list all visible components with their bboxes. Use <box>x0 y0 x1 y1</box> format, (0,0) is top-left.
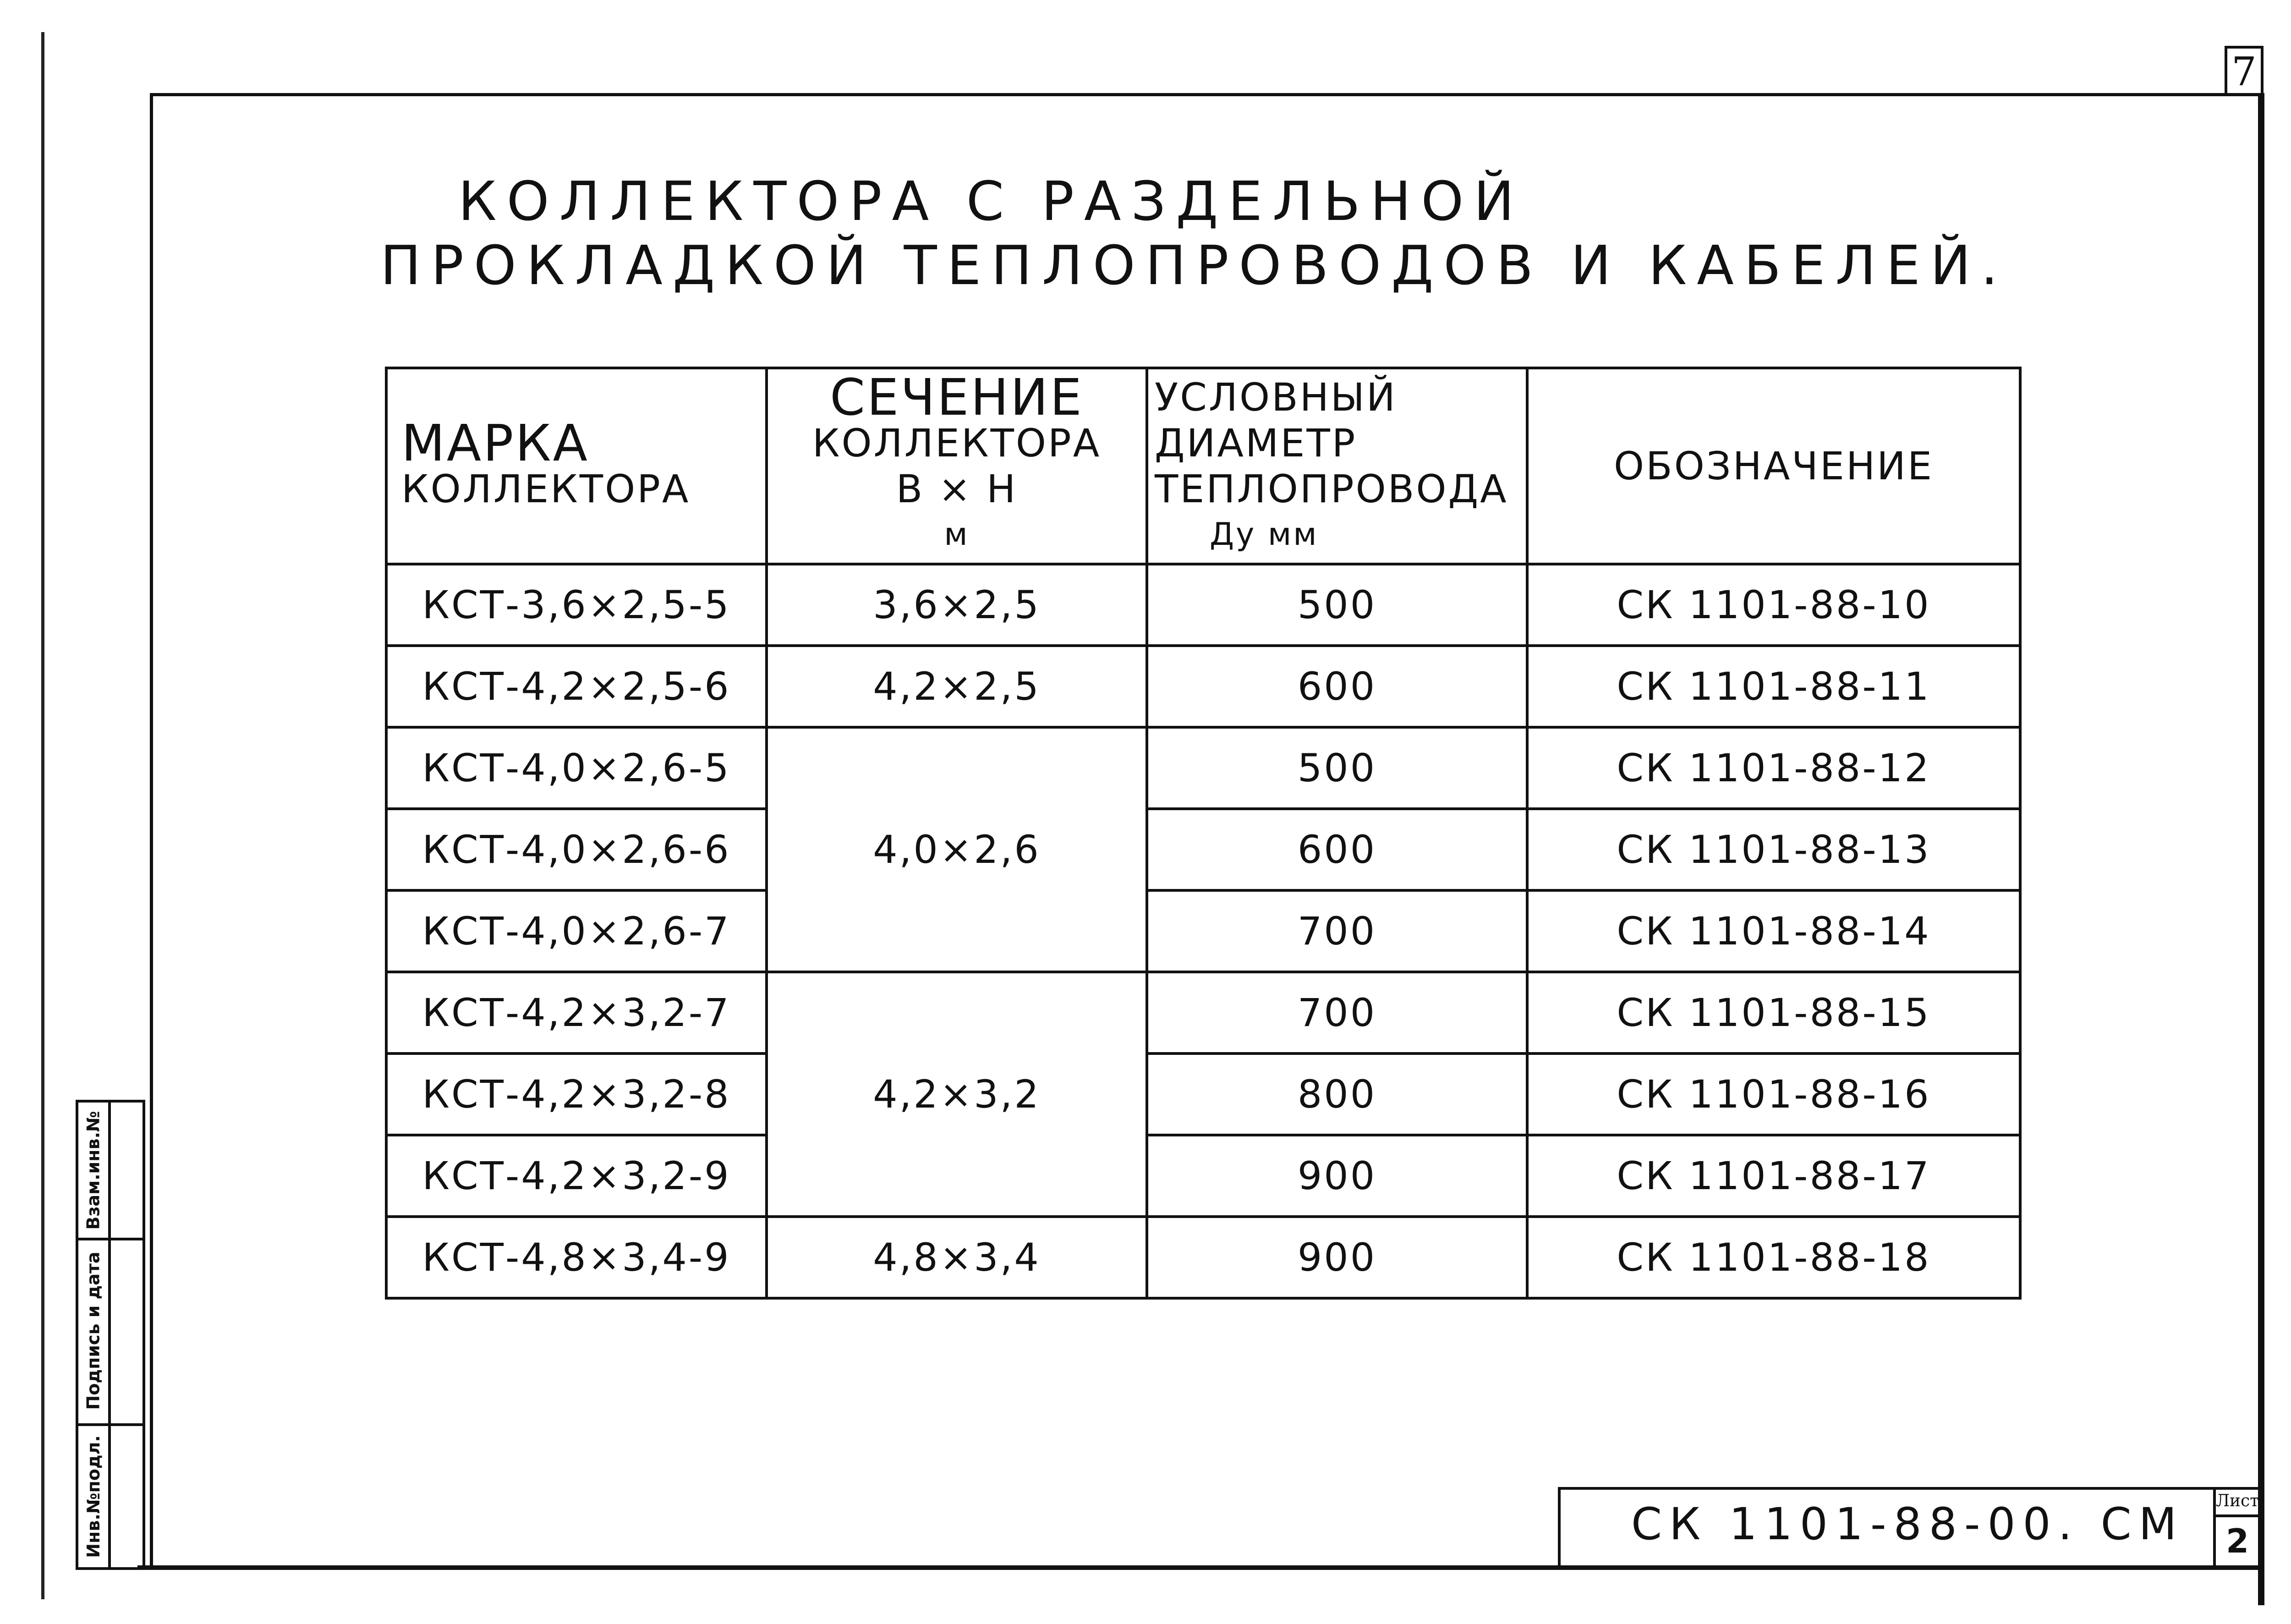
cell-mark: КСТ-3,6×2,5-5 <box>386 564 767 646</box>
header-diameter-line2: ДИАМЕТР <box>1155 421 1357 466</box>
sheet-label: Лист <box>2216 1487 2259 1517</box>
document-code: СК 1101-88-00. СМ <box>1631 1498 2184 1550</box>
cell-section: 4,2×2,5 <box>767 646 1147 727</box>
cell-mark: КСТ-4,2×3,2-8 <box>386 1053 767 1135</box>
header-section-unit: м <box>944 516 970 553</box>
stamp-inv-orig <box>78 1423 109 1570</box>
cell-diameter: 500 <box>1147 727 1527 809</box>
cell-section: 4,0×2,6 <box>767 727 1147 972</box>
stamp-signature-date <box>78 1238 109 1423</box>
table-row <box>386 646 2020 727</box>
cell-section: 4,2×3,2 <box>767 972 1147 1217</box>
cell-mark: КСТ-4,0×2,6-7 <box>386 890 767 972</box>
header-designation-text: ОБОЗНАЧЕНИЕ <box>1613 444 1934 488</box>
header-designation <box>1527 368 2020 564</box>
frame-right-border <box>2258 93 2264 1605</box>
cell-mark: КСТ-4,2×2,5-6 <box>386 646 767 727</box>
cell-section: 4,8×3,4 <box>767 1217 1147 1298</box>
collector-table <box>385 367 2022 1300</box>
cell-mark: КСТ-4,0×2,6-5 <box>386 727 767 809</box>
table-row <box>386 1135 2020 1217</box>
cell-mark: КСТ-4,2×3,2-7 <box>386 972 767 1053</box>
stamp-replaced-inv <box>78 1103 109 1238</box>
cell-diameter: 700 <box>1147 890 1527 972</box>
table-row <box>386 890 2020 972</box>
header-diameter <box>1147 368 1527 564</box>
table-row <box>386 564 2020 646</box>
header-mark-line1: МАРКА <box>401 414 589 472</box>
header-section <box>767 368 1147 564</box>
cell-designation: СК 1101-88-15 <box>1527 972 2020 1053</box>
sheet-number: 2 <box>2225 1522 2249 1560</box>
cell-diameter: 600 <box>1147 646 1527 727</box>
table-row <box>386 727 2020 809</box>
title-line-1: КОЛЛЕКТОРА С РАЗДЕЛЬНОЙ <box>458 170 1524 233</box>
cell-section: 3,6×2,5 <box>767 564 1147 646</box>
cell-diameter: 900 <box>1147 1217 1527 1298</box>
cell-designation: СК 1101-88-16 <box>1527 1053 2020 1135</box>
cell-designation: СК 1101-88-13 <box>1527 809 2020 890</box>
cell-designation: СК 1101-88-10 <box>1527 564 2020 646</box>
cell-diameter: 900 <box>1147 1135 1527 1217</box>
header-diameter-line1: УСЛОВНЫЙ <box>1155 375 1397 420</box>
table-row <box>386 1053 2020 1135</box>
cell-mark: КСТ-4,8×3,4-9 <box>386 1217 767 1298</box>
cell-diameter: 600 <box>1147 809 1527 890</box>
header-section-line2: КОЛЛЕКТОРА <box>812 421 1102 466</box>
cell-designation: СК 1101-88-18 <box>1527 1217 2020 1298</box>
header-diameter-line3: ТЕПЛОПРОВОДА <box>1155 466 1508 511</box>
stamp-signature-date-text: Подпись и дата <box>83 1251 104 1410</box>
header-mark <box>386 368 767 564</box>
stamp-strip <box>76 1100 145 1570</box>
table-row <box>386 972 2020 1053</box>
cell-diameter: 800 <box>1147 1053 1527 1135</box>
cell-mark: КСТ-4,2×3,2-9 <box>386 1135 767 1217</box>
cell-designation: СК 1101-88-14 <box>1527 890 2020 972</box>
left-edge-line <box>41 32 44 1599</box>
stamp-inv-orig-text: Инв.№подл. <box>83 1435 104 1558</box>
table-row <box>386 809 2020 890</box>
cell-mark: КСТ-4,0×2,6-6 <box>386 809 767 890</box>
sheet-box <box>2213 1487 2259 1568</box>
header-section-line3: B × H <box>896 466 1018 511</box>
table-row <box>386 1217 2020 1298</box>
cell-designation: СК 1101-88-17 <box>1527 1135 2020 1217</box>
page-number: 7 <box>2225 46 2264 95</box>
cell-diameter: 500 <box>1147 564 1527 646</box>
header-diameter-unit: Ду мм <box>1210 516 1319 553</box>
header-mark-line2: КОЛЛЕКТОРА <box>401 466 691 511</box>
cell-designation: СК 1101-88-12 <box>1527 727 2020 809</box>
table-header-row <box>386 368 2020 564</box>
header-section-line1: СЕЧЕНИЕ <box>830 368 1084 427</box>
title-line-2: ПРОКЛАДКОЙ ТЕПЛОПРОВОДОВ И КАБЕЛЕЙ. <box>380 234 2008 297</box>
cell-diameter: 700 <box>1147 972 1527 1053</box>
cell-designation: СК 1101-88-11 <box>1527 646 2020 727</box>
stamp-replaced-inv-text: Взам.инв.№ <box>83 1110 104 1230</box>
